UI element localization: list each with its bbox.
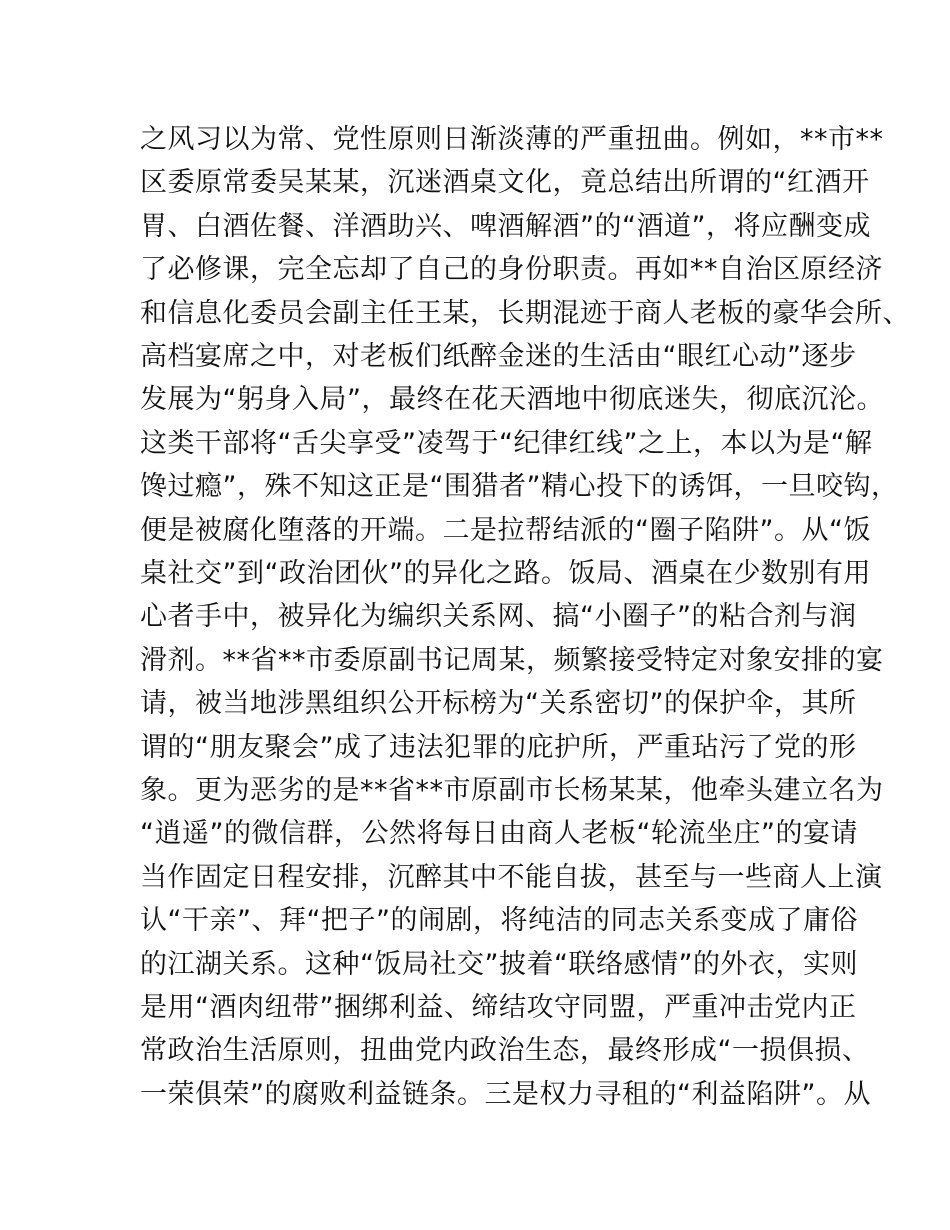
text-line: 之风习以为常、党性原则日渐淡薄的严重扭曲。例如，**市**: [140, 124, 884, 155]
text-line: 滑剂。**省**市委原副书记周某，频繁接受特定对象安排的宴: [140, 644, 884, 676]
text-line: 区委原常委吴某某，沉迷酒桌文化，竟总结出所谓的“红酒开: [140, 167, 870, 199]
text-line: 胃、白酒佐餐、洋酒助兴、啤酒解酒”的“酒道”，将应酬变成: [140, 210, 871, 242]
text-line: 谓的“朋友聚会”成了违法犯罪的庇护所，严重玷污了党的形: [140, 731, 857, 763]
text-line: 桌社交”到“政治团伙”的异化之路。饭局、酒桌在少数别有用: [140, 558, 871, 589]
text-line: 是用“酒肉纽带”捆绑利益、缔结攻守同盟，严重冲击党内正: [140, 992, 857, 1023]
text-line: 象。更为恶劣的是**省**市原副市长杨某某，他牵头建立名为: [140, 775, 884, 806]
text-line: 常政治生活原则，扭曲党内政治生态，最终形成“一损俱损、: [140, 1035, 870, 1067]
text-line: 馋过瘾”，殊不知这正是“围猎者”精心投下的诱饵，一旦咬钩，: [140, 471, 899, 503]
text-line: “逍遥”的微信群，公然将每日由商人老板“轮流坐庄”的宴请: [140, 818, 858, 850]
text-line: 当作固定日程安排，沉醉其中不能自拔，甚至与一些商人上演: [140, 861, 883, 893]
text-line: 高档宴席之中，对老板们纸醉金迷的生活由“眼红心动”逐步: [140, 341, 857, 372]
text-line: 了必修课，完全忘却了自己的身份职责。再如**自治区原经济: [140, 254, 883, 286]
text-line: 这类干部将“舌尖享受”凌驾于“纪律红线”之上，本以为是“解: [140, 427, 873, 459]
text-line: 发展为“躬身入局”，最终在花天酒地中彻底迷失，彻底沉沦。: [140, 384, 884, 416]
text-line: 一荣俱荣”的腐败利益链条。三是权力寻租的“利益陷阱”。从: [140, 1078, 871, 1110]
text-line: 和信息化委员会副主任王某，长期混迹于商人老板的豪华会所、: [140, 297, 910, 329]
text-line: 便是被腐化堕落的开端。二是拉帮结派的“圈子陷阱”。从“饭: [140, 514, 871, 546]
text-line: 的江湖关系。这种“饭局社交”披着“联络感情”的外衣，实则: [140, 948, 858, 980]
text-line: 心者手中，被异化为编织关系网、搞“小圈子”的粘合剂与润: [140, 601, 857, 633]
text-line: 认“干亲”、拜“把子”的闹剧，将纯洁的同志关系变成了庸俗: [140, 905, 858, 937]
text-line: 请，被当地涉黑组织公开标榜为“关系密切”的保护伞，其所: [140, 688, 857, 720]
